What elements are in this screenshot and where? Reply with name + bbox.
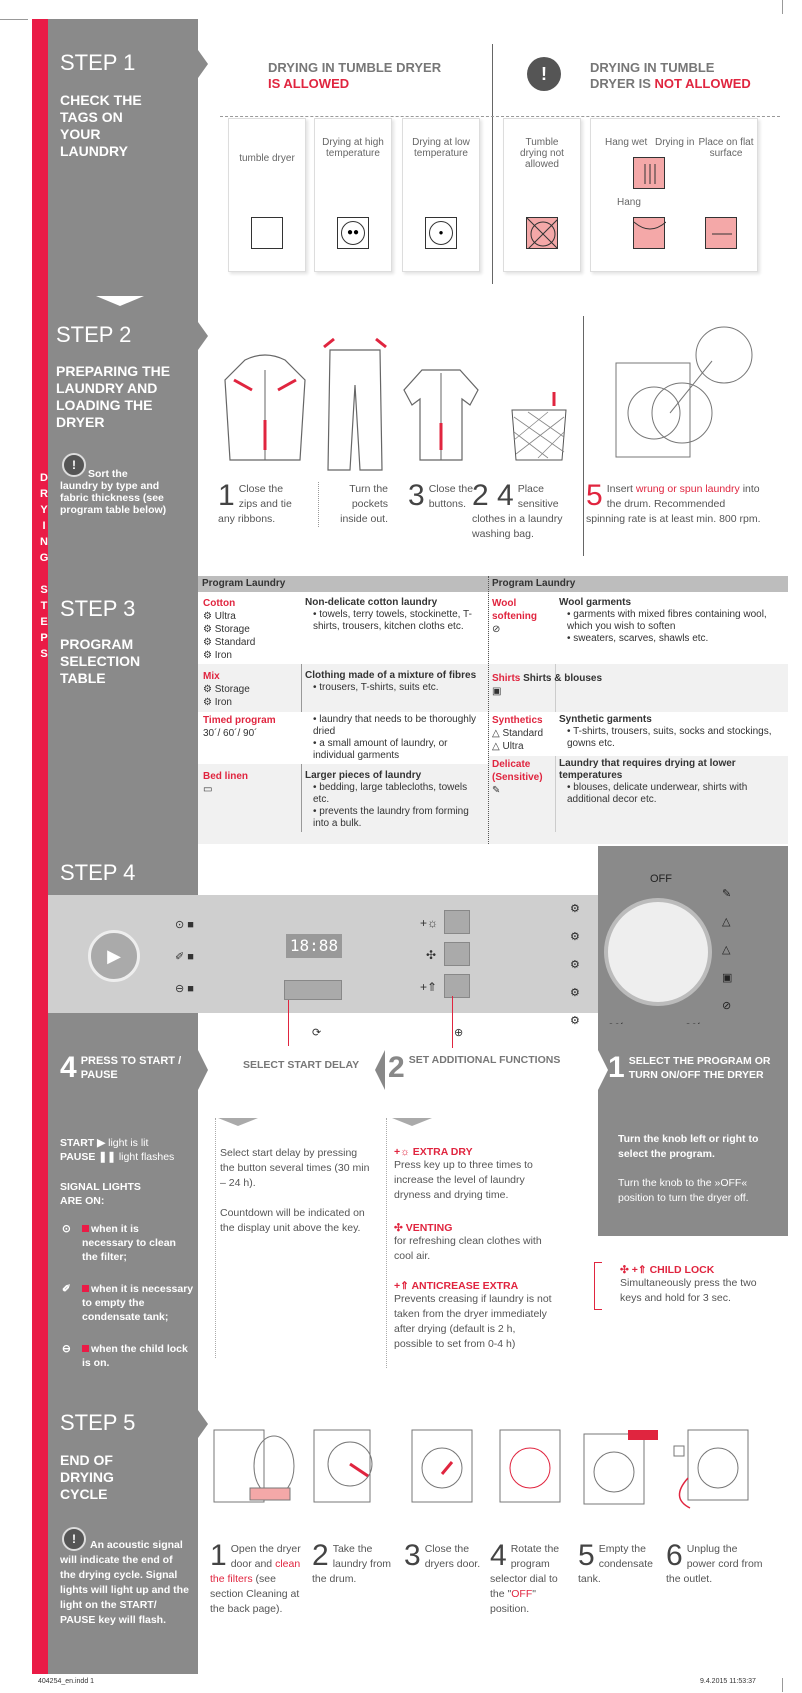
- function-anticrease: +⇑ ANTICREASE EXTRA Prevents creasing if laundry is not taken from the dryer immediately after drying (default is 2 h, possible to set from 0-4 h): [394, 1280, 552, 1350]
- end-step-4: 4 Rotate the program selector dial to the "OFF" position.: [490, 1539, 560, 1615]
- step4-pointer: [198, 1050, 208, 1090]
- venting-icon: ✣: [426, 948, 437, 962]
- step3-subtitle: PROGRAM SELECTION TABLE: [60, 636, 141, 686]
- tag-tumble-dryer: tumble dryer: [228, 118, 306, 272]
- anticrease-button[interactable]: [444, 974, 470, 998]
- step5-title: STEP 5: [60, 1410, 136, 1435]
- laundry-bag-illustration: [508, 392, 570, 462]
- footer-file: 404254_en.indd 1: [38, 1678, 95, 1685]
- warning-icon: !: [62, 1527, 86, 1551]
- extra-dry-icon: +☼: [420, 916, 439, 930]
- venting-button[interactable]: [444, 942, 470, 966]
- select-program-text-2: Turn the knob to the »OFF« position to turn the dryer off.: [618, 1177, 749, 1204]
- prep-step-5: 5 Insert wrung or spun laundry into the drum. Recommended spinning rate is at least min. 800 rpm.: [586, 479, 761, 525]
- sidebar-label-letter: T: [40, 600, 48, 612]
- step2-subtitle: PREPARING THE LAUNDRY AND LOADING THE DRYER: [56, 363, 171, 430]
- dryer-take-laundry-illustration: [310, 1428, 390, 1508]
- program-table-header-left: Program Laundry: [202, 578, 286, 589]
- dial-off-label: OFF: [650, 873, 672, 885]
- select-program-title: 1 SELECT THE PROGRAM OR TURN ON/OFF THE DRYER: [608, 1051, 771, 1084]
- crop-mark: [782, 0, 783, 14]
- step1-pointer: [198, 50, 208, 78]
- sidebar-label-letter: S: [40, 648, 48, 660]
- anticrease-icon: +⇑: [420, 980, 438, 994]
- shirt-illustration: [402, 365, 480, 465]
- signal-lights-heading: SIGNAL LIGHTS ARE ON:: [60, 1181, 141, 1207]
- end-step-2: 2 Take the laundry from the drum.: [312, 1539, 392, 1585]
- program-timed-desc: • laundry that needs to be thoroughly dried • a small amount of laundry, or individual garments: [313, 714, 477, 761]
- select-program-text-1: Turn the knob left or right to select the program.: [618, 1133, 759, 1160]
- red-sidebar-band: [32, 19, 48, 1674]
- select-start-delay-title: SELECT START DELAY: [243, 1059, 360, 1071]
- child-lock-info: ✣ +⇑ CHILD LOCK Simultaneously press the two keys and hold for 3 sec.: [620, 1264, 757, 1304]
- end-step-6: 6 Unplug the power cord from the outlet.: [666, 1539, 763, 1585]
- step2-pointer: [198, 322, 208, 350]
- tag-low-temp: Drying at low temperature ●: [402, 118, 480, 272]
- dryer-empty-tank-illustration: [580, 1428, 664, 1508]
- prep-step-1: 1 Close the zips and tie any ribbons.: [218, 479, 292, 525]
- program-bed-linen-desc: Larger pieces of laundry • bedding, large tablecloths, towels etc. • prevents the laundry from forming into a bulk.: [305, 770, 469, 829]
- tag-no-tumble: Tumble drying not allowed: [503, 118, 581, 272]
- col-dotted-line: [386, 1118, 387, 1368]
- program-delicate: Delicate (Sensitive) ✎: [492, 759, 543, 796]
- function-venting: ✣ VENTING for refreshing clean clothes with cool air.: [394, 1222, 542, 1262]
- program-delicate-desc: Laundry that requires drying at lower temperatures • blouses, delicate underwear, shirts with additional decor etc.: [559, 758, 748, 805]
- pointer-right: [598, 1050, 608, 1090]
- functions-icon: ⊕: [454, 1027, 464, 1039]
- start-pause-button[interactable]: ▶︎: [88, 930, 140, 982]
- not-allowed-heading: DRYING IN TUMBLE DRYER IS NOT ALLOWED: [590, 60, 751, 91]
- arrow-down-icon: [218, 1118, 258, 1126]
- step2-title: STEP 2: [56, 322, 132, 347]
- time-display: 18:88: [286, 934, 342, 958]
- prep-step-3: 3 Close the buttons.: [408, 479, 474, 512]
- program-timed: Timed program 30´/ 60´/ 90´: [203, 715, 276, 739]
- dryer-loading-illustration: [612, 325, 762, 460]
- program-bed-linen: Bed linen ▭: [203, 771, 249, 795]
- start-delay-button[interactable]: [284, 980, 342, 1000]
- step5-note: An acoustic signal will indicate the end of the drying cycle. Signal lights will light up and the light on the START/ PAUSE key will flash.: [60, 1539, 189, 1626]
- dial-left-icons: ⚙ ⚙ ⚙ ⚙ ⚙: [570, 903, 580, 1027]
- footer-date: 9.4.2015 11:53:37: [700, 1678, 756, 1685]
- signal-filter: ⊙ when it is necessary to clean the filter;: [62, 1223, 176, 1263]
- sidebar-label-letter: G: [39, 552, 49, 564]
- set-functions-title: 2 SET ADDITIONAL FUNCTIONS: [388, 1051, 561, 1084]
- step5-subtitle: END OF DRYING CYCLE: [60, 1452, 114, 1502]
- warning-icon: !: [527, 57, 561, 91]
- dial-right-icons: ✎ △ △ ▣ ⊘: [722, 888, 733, 1012]
- step1-title: STEP 1: [60, 50, 136, 75]
- program-mix: Mix ⚙ Storage ⚙ Iron: [203, 671, 250, 708]
- step2-divider: [583, 316, 584, 556]
- callout-line: [452, 996, 453, 1048]
- signal-child-lock: ⊖ when the child lock is on.: [62, 1343, 188, 1369]
- tag-hang-group: Hang wet Drying in Place on flat surface Hang: [590, 118, 758, 272]
- extra-dry-button[interactable]: [444, 910, 470, 934]
- sidebar-label-letter: S: [40, 584, 48, 596]
- start-pause-lights: START ▶ light is lit PAUSE ❚❚ light flashes: [60, 1137, 175, 1163]
- program-synthetics: Synthetics △ Standard △ Ultra: [492, 715, 544, 752]
- signal-tank: ✐ when it is necessary to empty the condensate tank;: [62, 1283, 194, 1323]
- step5-pointer: [198, 1410, 208, 1438]
- sidebar-label-letter: E: [40, 616, 48, 628]
- end-step-5: 5 Empty the condensate tank.: [578, 1539, 653, 1585]
- crop-mark: [782, 1678, 783, 1692]
- sidebar-label-letter: N: [40, 536, 48, 548]
- dryer-unplug-illustration: [670, 1428, 760, 1512]
- callout-line: [288, 1000, 289, 1046]
- tag-high-temp: Drying at high temperature ●●: [314, 118, 392, 272]
- press-start-pause: 4 PRESS TO START / PAUSE: [60, 1051, 182, 1084]
- child-lock-bracket: [594, 1262, 602, 1310]
- tank-signal-icon: ✐ ■: [175, 951, 194, 963]
- step1-subtitle: CHECK THE TAGS ON YOUR LAUNDRY: [60, 92, 142, 159]
- col-dotted-line: [215, 1118, 216, 1358]
- sidebar-label-letter: P: [40, 632, 48, 644]
- crop-mark: [0, 19, 28, 20]
- step2-note: Sort the laundry by type and fabric thickness (see program table below): [60, 468, 167, 516]
- allowed-heading: DRYING IN TUMBLE DRYER IS ALLOWED: [268, 60, 442, 91]
- sidebar-label-letter: I: [42, 520, 46, 532]
- trousers-illustration: [320, 335, 390, 475]
- end-step-3: 3 Close the dryers door.: [404, 1539, 481, 1572]
- warning-icon: !: [62, 453, 86, 477]
- jacket-illustration: [220, 350, 310, 470]
- prep-step-2: Turn the pockets inside out.: [318, 482, 388, 527]
- step4-title: STEP 4: [60, 860, 136, 885]
- start-delay-text: Select start delay by pressing the button several times (30 min – 24 h). Countdown will be indicated on the display unit above the key.: [220, 1147, 370, 1234]
- program-cotton-desc: Non-delicate cotton laundry • towels, terry towels, stockinette, T-shirts, trousers, kitchen cloths etc.: [305, 597, 472, 632]
- end-step-1: 1 Open the dryer door and clean the filters (see section Cleaning at the back page).: [210, 1539, 301, 1615]
- dryer-close-door-illustration: [408, 1428, 478, 1508]
- arrow-down-icon: [392, 1118, 432, 1126]
- dryer-open-illustration: [210, 1428, 300, 1508]
- program-dial[interactable]: [604, 898, 712, 1006]
- filter-signal-icon: ⊙ ■: [175, 919, 194, 931]
- program-cotton: Cotton ⚙ Ultra ⚙ Storage ⚙ Standard ⚙ Iron: [203, 598, 256, 661]
- dashed-line: [220, 116, 780, 117]
- child-lock-signal-icon: ⊖ ■: [175, 983, 194, 995]
- dryer-off-illustration: [496, 1428, 566, 1508]
- function-extra-dry: +☼ EXTRA DRY Press key up to three times to increase the level of laundry dryness and drying time.: [394, 1146, 533, 1201]
- arrow-down-icon: [96, 296, 144, 306]
- prep-step-4: 2 4 Place sensitive clothes in a laundry washing bag.: [472, 479, 563, 540]
- program-synthetics-desc: Synthetic garments • T-shirts, trousers, suits, socks and stockings, gowns etc.: [559, 714, 772, 749]
- start-delay-icon: ⟳: [312, 1027, 322, 1039]
- program-mix-desc: Clothing made of a mixture of fibres • trousers, T-shirts, suits etc.: [305, 670, 477, 693]
- program-wool-desc: Wool garments • garments with mixed fibres containing wool, which you wish to soften • sweaters, scarves, shawls etc.: [559, 597, 767, 644]
- step1-divider: [492, 44, 493, 284]
- sidebar-label-letter: D: [40, 472, 48, 484]
- program-shirts: Shirts Shirts & blouses ▣: [492, 673, 603, 697]
- pointer-left: [375, 1050, 385, 1090]
- step3-title: STEP 3: [60, 596, 136, 621]
- program-wool: Wool softening ⊘: [492, 598, 537, 635]
- sidebar-label-letter: Y: [40, 504, 48, 516]
- sidebar-label-letter: R: [40, 488, 48, 500]
- program-table-header-right: Program Laundry: [492, 578, 576, 589]
